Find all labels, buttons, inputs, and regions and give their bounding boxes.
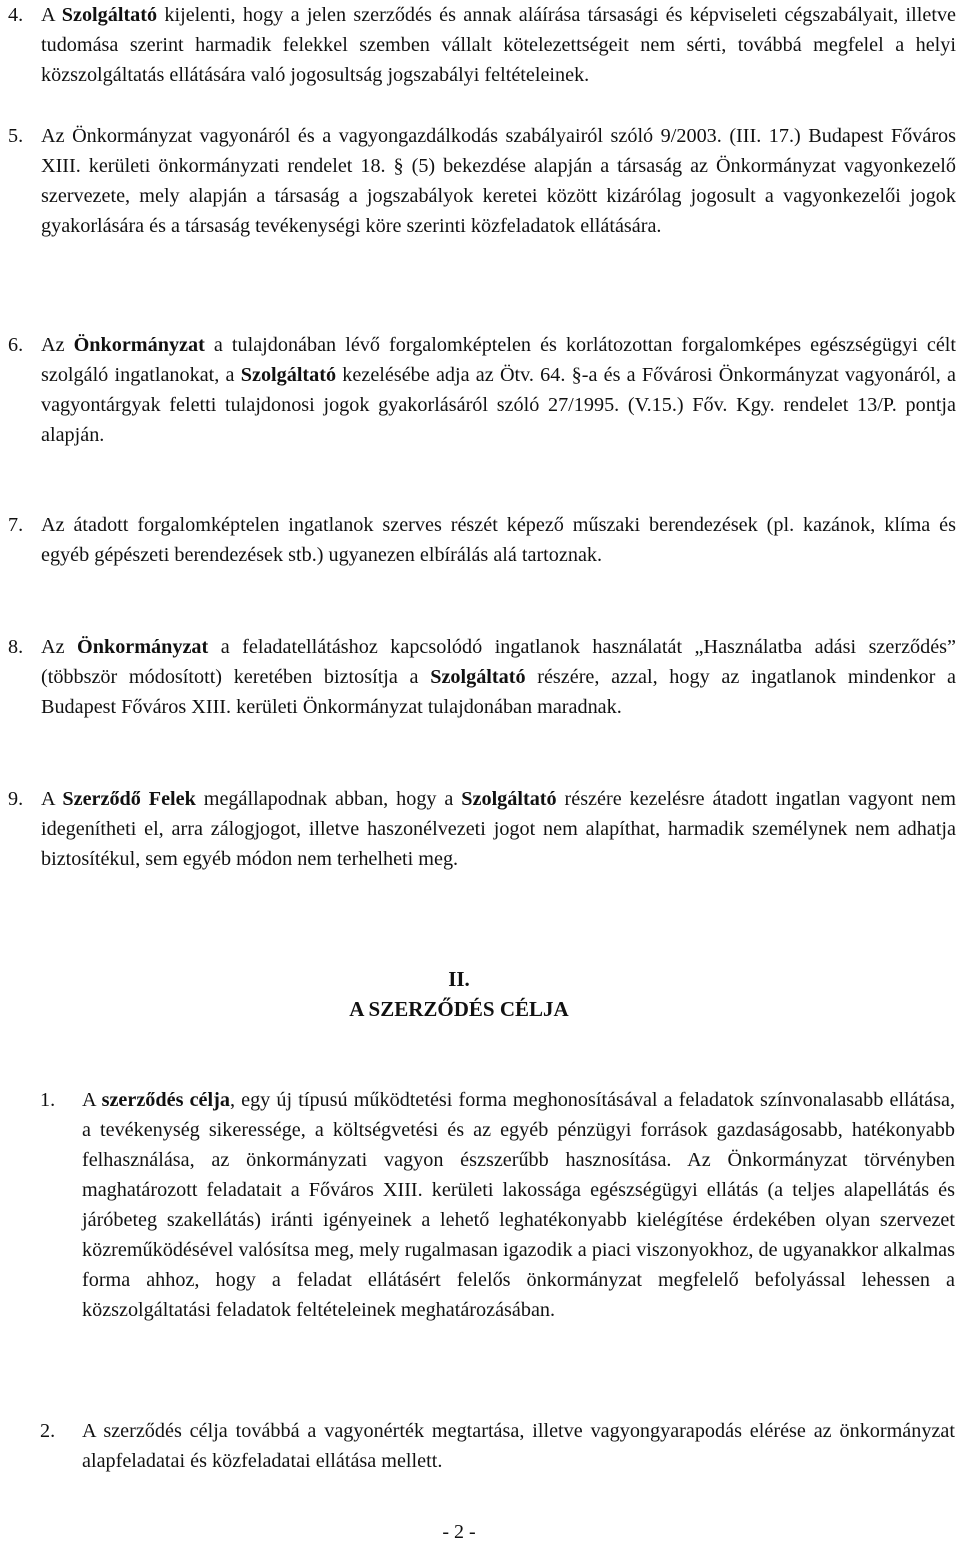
page-number: - 2 - (442, 1521, 476, 1543)
item-text (82, 1416, 955, 1476)
item-number: 2. (40, 1420, 56, 1442)
text-run: A (41, 788, 63, 810)
clause-text (41, 121, 956, 241)
clause-number: 9. (8, 788, 24, 810)
clause-number: 4. (8, 4, 24, 26)
text-run: A (41, 4, 62, 26)
section-item-1 (40, 1085, 955, 1325)
clause-7 (8, 510, 956, 570)
item-text (82, 1085, 955, 1325)
section-roman-numeral: II. (448, 967, 470, 991)
text-run: részére kezelésre átadott ingatlan vagyont nem idegenítheti el, arra zálogjogot, illetve haszonélvezeti jogot nem alapíthat, harmadik személynek nem adhatja biztosítékul, sem egyéb módon nem terhelheti meg. (41, 788, 956, 870)
text-run: , egy új típusú működtetési forma meghonosításával a feladatok színvonalasabb ellátása, a tevékenység sikeressége, a költségvetési és az egyéb pénzügyi források gazdaságosabb, hatékonyabb felhasználása, az önkormányzati vagyon észszerűbb hasznosítása. Az Önkormányzat törvényben maghatározott feladatait a Főváros XIII. kerületi lakossága egészségügyi ellátás (a teljes alapellátás és járóbeteg szakellátás) iránti igényeinek a lehető leghatékonyabb kielégítése érdekében olyan szervezet közreműködésével valósítsa meg, mely rugalmasan igazodik a piaci viszonyokhoz, de ugyanakkor alkalmas forma ahhoz, hogy a feladat ellátásért felelős önkormányzat megfelelő befolyással lehessen a közszolgáltatási feladatok feltételeinek meghatározásában. (82, 1089, 956, 1321)
clause-number: 7. (8, 514, 24, 536)
clause-number: 5. (8, 125, 24, 147)
clause-number: 6. (8, 334, 24, 356)
clause-5 (8, 121, 956, 241)
section-title: A SZERZŐDÉS CÉLJA (349, 997, 569, 1021)
text-run: kezelésébe adja az Ötv. 64. §-a és a Fővárosi Önkormányzat vagyonáról, a vagyontárgyak feletti tulajdonosi jogok gyakorlásáról szóló 27/1995. (V.15.) Főv. Kgy. rendelet 13/P. pontja alapján. (41, 364, 956, 446)
clause-9 (8, 784, 956, 874)
text-run: kijelenti, hogy a jelen szerződés és annak aláírása társasági és képviseleti cégszabályait, illetve tudomása szerint harmadik felekkel szemben vállalt kötelezettségeit nem sérti, továbbá megfelel a helyi közszolgáltatás ellátására való jogosultság jogszabályi feltételeinek. (41, 4, 956, 86)
text-run-bold: Önkormányzat (73, 334, 205, 356)
text-run: A (82, 1089, 102, 1111)
clause-text (41, 632, 956, 722)
text-run: Az (41, 636, 78, 658)
text-run: részére, azzal, hogy az ingatlanok mindenkor a Budapest Főváros XIII. kerületi Önkormányzat tulajdonában maradnak. (41, 666, 956, 718)
clause-4 (8, 0, 956, 90)
text-run: a tulajdonában lévő forgalomképtelen és korlátozottan forgalomképes egészségügyi célt szolgáló ingatlanokat, a (41, 334, 956, 386)
section-item-2 (40, 1416, 955, 1476)
clause-8 (8, 632, 956, 722)
text-run: Az átadott forgalomképtelen ingatlanok szerves részét képező műszaki berendezések (pl. kazánok, klíma és egyéb gépészeti berendezések stb.) ugyanezen elbírálás alá tartoznak. (41, 514, 956, 566)
clause-number: 8. (8, 636, 24, 658)
text-run: Az (41, 334, 74, 356)
text-run: a feladatellátáshoz kapcsolódó ingatlanok használatát „Használatba adási szerződés” (többször módosított) keretében biztosítja a (41, 636, 956, 688)
text-run-bold: Szolgáltató (461, 788, 557, 810)
clause-text (41, 330, 956, 450)
item-number: 1. (40, 1089, 56, 1111)
text-run-bold: Szolgáltató (430, 666, 526, 688)
text-run: A szerződés célja továbbá a vagyonérték megtartása, illetve vagyongyarapodás elérése az önkormányzat alapfeladatai és közfeladatai ellátása mellett. (82, 1420, 955, 1472)
text-run: Az Önkormányzat vagyonáról és a vagyongazdálkodás szabályairól szóló 9/2003. (III. 17.) Budapest Főváros XIII. kerületi önkormányzati rendelet 18. § (5) bekezdése alapján a társaság az Önkormányzat vagyonkezelő szervezete, mely alapján a társaság a jogszabályok keretei között kizárólag jogosult a vagyonkezelői jogok gyakorlására és a társaság tevékenységi köre szerinti közfeladatok ellátására. (41, 125, 956, 237)
clause-text (41, 0, 956, 90)
text-run-bold: Önkormányzat (77, 636, 209, 658)
clause-6 (8, 330, 956, 450)
clause-text (41, 784, 956, 874)
text-run-bold: Szolgáltató (240, 364, 337, 386)
text-run: megállapodnak abban, hogy a (195, 788, 462, 810)
clause-text (41, 510, 956, 570)
text-run-bold: szerződés célja (101, 1089, 230, 1111)
text-run-bold: Szolgáltató (61, 4, 158, 26)
text-run-bold: Szerződő Felek (62, 788, 196, 810)
